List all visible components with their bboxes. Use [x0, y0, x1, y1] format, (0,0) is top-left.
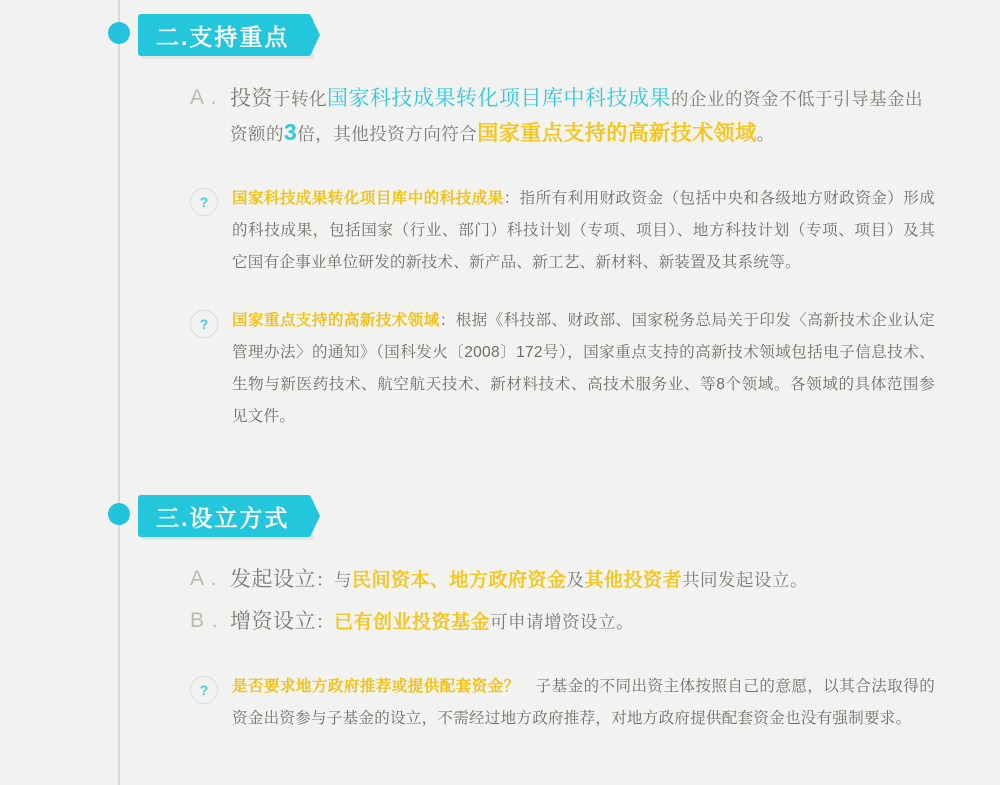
timeline-dot-icon: [108, 503, 130, 525]
section-title: 二.支持重点: [138, 14, 311, 56]
item-text-segment: 倍，其他投资方向符合: [297, 124, 478, 144]
note-block: [190, 671, 935, 735]
list-item: [190, 605, 930, 639]
note-body-text: 子基金的不同出资主体按照自己的意愿，以其合法取得的资金出资参与子基金的设立，不需经过地方政府推荐，对地方政府提供配套资金也没有强制要求。: [232, 678, 935, 727]
item-text-segment: 及: [566, 570, 585, 590]
item-text-segment: 增资设立: [230, 610, 316, 633]
item-letter: A .: [190, 567, 218, 590]
item-text: [230, 82, 930, 151]
item-letter: B .: [190, 609, 219, 632]
item-text-segment: 发起设立: [230, 568, 316, 591]
note-title: 是否要求地方政府推荐或提供配套资金？: [232, 678, 520, 695]
list-item: [190, 82, 930, 151]
item-letter: A .: [190, 86, 218, 109]
item-text-highlight: 国家科技成果转化项目库中科技成果: [327, 87, 671, 110]
note-block: [190, 305, 935, 433]
item-text: [230, 563, 930, 597]
list-item: [190, 563, 930, 597]
section-header: [0, 495, 1000, 541]
note-text: [232, 671, 935, 735]
item-text-segment: 于转化: [273, 89, 327, 109]
item-text-segment: 的企业的资金不低于引导基金出资额的: [230, 89, 923, 144]
section-header: [0, 14, 1000, 60]
item-text-highlight: 国家重点支持的高新技术领域: [477, 122, 757, 145]
question-icon: ?: [190, 676, 218, 704]
item-text-segment: 投资: [230, 87, 273, 110]
question-icon: ?: [190, 310, 218, 338]
timeline-dot-icon: [108, 22, 130, 44]
note-title: 国家重点支持的高新技术领域: [232, 312, 440, 329]
item-text-number: 3: [284, 119, 298, 145]
section-title: 三.设立方式: [138, 495, 311, 537]
section-establishment-method: [0, 495, 1000, 735]
item-text-segment: 可申请增资设立。: [490, 612, 635, 632]
note-block: [190, 183, 935, 279]
item-text-highlight: 其他投资者: [584, 570, 683, 591]
note-body-text: ：根据《科技部、财政部、国家税务总局关于印发〈高新技术企业认定管理办法〉的通知》（国科发火〔2008〕172号），国家重点支持的高新技术领域包括电子信息技术、生物与新医药技术、航空航天技术、新材料技术、高技术服务业、等8个领域。各领域的具体范围参见文件。: [232, 312, 935, 425]
note-text: [232, 183, 935, 279]
item-text: [230, 605, 930, 639]
question-icon: ?: [190, 188, 218, 216]
item-text-segment: ：与: [316, 570, 352, 590]
note-title: 国家科技成果转化项目库中的科技成果: [232, 190, 504, 207]
item-text-segment: 。: [756, 124, 775, 144]
item-text-highlight: 民间资本、地方政府资金: [352, 570, 567, 591]
item-text-highlight: 已有创业投资基金: [334, 612, 491, 633]
section-support-focus: [0, 14, 1000, 433]
note-body-text: ：指所有利用财政资金（包括中央和各级地方财政资金）形成的科技成果，包括国家（行业、部门）科技计划（专项、项目）、地方科技计划（专项、项目）及其它国有企事业单位研发的新技术、新产品、新工艺、新材料、新装置及其系统等。: [232, 190, 935, 271]
item-text-segment: 共同发起设立。: [682, 570, 809, 590]
item-text-segment: ：: [316, 612, 334, 632]
note-text: [232, 305, 935, 433]
